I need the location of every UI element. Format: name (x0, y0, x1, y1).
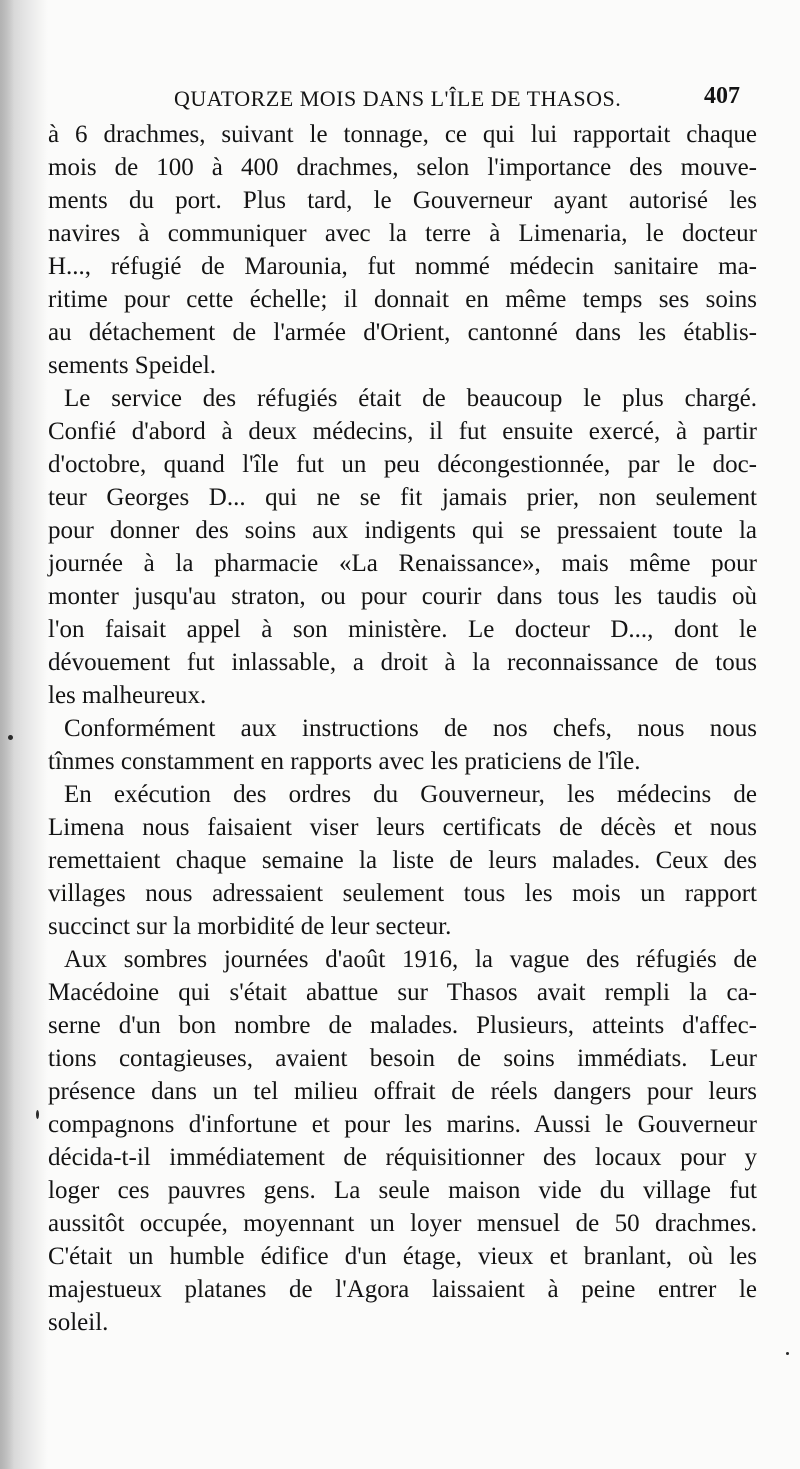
text-line: Conformément aux instructions de nos chefs, nous nous (64, 715, 757, 742)
paragraph (48, 943, 757, 1339)
text-line: remettaient chaque semaine la liste de leurs malades. Ceux des (48, 847, 757, 874)
text-line: au détachement de l'armée d'Orient, cantonné dans les établis- (48, 319, 757, 346)
text-line: loger ces pauvres gens. La seule maison vide du village fut (48, 1177, 757, 1204)
text-line: majestueux platanes de l'Agora laissaient à peine entrer le (48, 1276, 757, 1303)
text-line: ritime pour cette échelle; il donnait en même temps ses soins (48, 286, 757, 313)
text-line: Macédoine qui s'était abattue sur Thasos avait rempli la ca- (48, 979, 757, 1006)
running-title: QUATORZE MOIS DANS L'ÎLE DE THASOS. (174, 86, 622, 111)
page-number: 407 (704, 83, 740, 109)
text-line: tînmes constamment en rapports avec les praticiens de l'île. (48, 748, 641, 775)
text-line: En exécution des ordres du Gouverneur, les médecins de (64, 781, 757, 808)
ink-smudge (8, 735, 13, 740)
text-line: dévouement fut inlassable, a droit à la reconnaissance de tous (48, 649, 757, 676)
body-text (48, 118, 757, 1339)
ink-smudge (36, 1110, 39, 1119)
text-line: succinct sur la morbidité de leur secteur. (48, 913, 452, 940)
paragraph (48, 778, 757, 943)
text-line: aussitôt occupée, moyennant un loyer mensuel de 50 drachmes. (48, 1210, 757, 1237)
text-line: tions contagieuses, avaient besoin de soins immédiats. Leur (48, 1045, 757, 1072)
text-line: présence dans un tel milieu offrait de réels dangers pour leurs (48, 1078, 757, 1105)
text-line: C'était un humble édifice d'un étage, vieux et branlant, où les (48, 1243, 757, 1270)
paragraph (48, 118, 757, 382)
text-line: serne d'un bon nombre de malades. Plusieurs, atteints d'affec- (48, 1012, 757, 1039)
paragraph (48, 712, 757, 778)
text-line: l'on faisait appel à son ministère. Le docteur D..., dont le (48, 616, 757, 643)
text-line: à 6 drachmes, suivant le tonnage, ce qui lui rapportait chaque (48, 121, 757, 148)
text-line: monter jusqu'au straton, ou pour courir dans tous les taudis où (48, 583, 757, 610)
text-line: Aux sombres journées d'août 1916, la vague des réfugiés de (64, 946, 757, 973)
text-line: pour donner des soins aux indigents qui se pressaient toute la (48, 517, 757, 544)
text-line: décida-t-il immédiatement de réquisitionner des locaux pour y (48, 1144, 757, 1171)
text-line: Confié d'abord à deux médecins, il fut ensuite exercé, à partir (48, 418, 757, 445)
text-line: teur Georges D... qui ne se fit jamais prier, non seulement (48, 484, 757, 511)
text-line: soleil. (48, 1309, 109, 1336)
text-line: journée à la pharmacie «La Renaissance», mais même pour (48, 550, 757, 577)
text-line: mois de 100 à 400 drachmes, selon l'importance des mouve- (48, 154, 757, 181)
text-line: H..., réfugié de Marounia, fut nommé médecin sanitaire ma- (48, 253, 757, 280)
text-line: compagnons d'infortune et pour les marins. Aussi le Gouverneur (48, 1111, 757, 1138)
ink-smudge (786, 1352, 789, 1355)
text-line: sements Speidel. (48, 352, 217, 379)
text-line: Limena nous faisaient viser leurs certificats de décès et nous (48, 814, 757, 841)
running-head (0, 80, 800, 112)
paragraph (48, 382, 757, 712)
text-line: Le service des réfugiés était de beaucoup le plus chargé. (64, 385, 757, 412)
text-line: villages nous adressaient seulement tous les mois un rapport (48, 880, 757, 907)
text-line: navires à communiquer avec la terre à Limenaria, le docteur (48, 220, 757, 247)
text-line: ments du port. Plus tard, le Gouverneur ayant autorisé les (48, 187, 757, 214)
text-line: d'octobre, quand l'île fut un peu décongestionnée, par le doc- (48, 451, 757, 478)
text-line: les malheureux. (48, 682, 207, 709)
